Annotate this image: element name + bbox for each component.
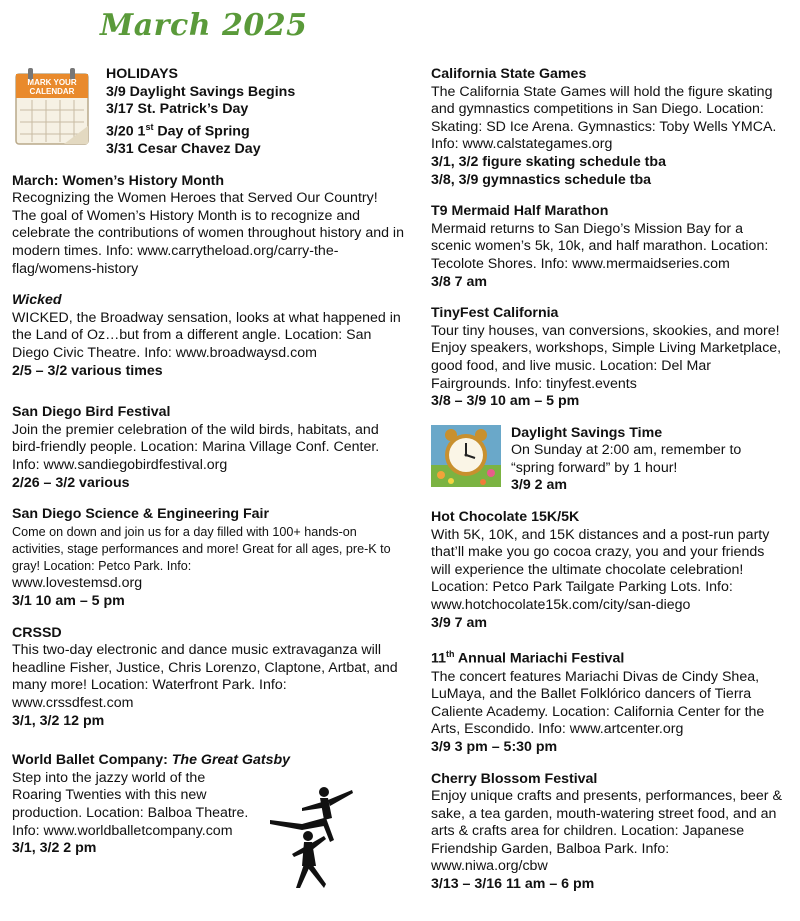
- event-date: 2/5 – 3/2 various times: [12, 362, 163, 379]
- event-title: San Diego Science & Engineering Fair: [12, 506, 270, 523]
- event-title: Hot Chocolate 15K/5K: [431, 509, 580, 526]
- event-title: 11th Annual Mariachi Festival: [431, 649, 625, 667]
- holidays-heading: HOLIDAYS: [106, 66, 179, 82]
- event-date: 3/9 7 am: [431, 614, 488, 631]
- holiday-item: 3/9 Daylight Savings Begins: [106, 83, 296, 100]
- event-body: Enjoy unique crafts and presents, performances, beer & sake, a tea garden, mouth-watering street food, and an arts & crafts area for children. Location: Japanese Friendship Garden, Balboa Park. Info: www.niwa.org/cbw: [431, 788, 782, 875]
- event-body: WICKED, the Broadway sensation, looks at what happened in the Land of Oz…but from a different angle. Location: San Diego Civic Theatre. Info: www.broadwaysd.com: [12, 309, 401, 362]
- event-title-text: World Ballet Company:: [12, 752, 172, 769]
- event-mermaid-marathon: [431, 203, 786, 291]
- ballet-content: [12, 770, 404, 890]
- holidays-section: [12, 66, 404, 159]
- event-link: www.lovestemsd.org: [12, 575, 143, 592]
- event-body: Join the premier celebration of the wild birds, habitats, and bird-friendly people. Location: Marina Village Conf. Center. Info: www.sandiegobirdfestival.org: [12, 421, 380, 474]
- holiday-item: 3/31 Cesar Chavez Day: [106, 141, 261, 158]
- event-title: California State Games: [431, 66, 587, 82]
- event-daylight-savings: [431, 425, 786, 495]
- event-title: Wicked: [12, 292, 62, 309]
- svg-text:MARK YOUR: MARK YOUR: [27, 78, 77, 87]
- event-title: Cherry Blossom Festival: [431, 770, 598, 787]
- event-date: 3/1, 3/2 2 pm: [12, 840, 97, 857]
- event-body: Recognizing the Women Heroes that Served Our Country! The goal of Women’s History Month is to recognize and celebrate the contributions of women throughout history and in modern times. Info: www.carrytheload.org/carry-the-flag/womens-history: [12, 190, 404, 277]
- event-title: CRSSD: [12, 624, 62, 641]
- event-body: Step into the jazzy world of the Roaring Twenties with this new production. Location: Balboa Theatre. Info: www.worldballetcompany.com: [12, 769, 249, 839]
- event-science-fair: [12, 506, 404, 610]
- event-title: March: Women’s History Month: [12, 172, 225, 189]
- event-title: Daylight Savings Time: [511, 424, 663, 441]
- holiday-item: 3/20 1st Day of Spring: [106, 121, 250, 140]
- event-body: This two-day electronic and dance music extravaganza will headline Fisher, Justice, Chris Lorenzo, Claptone, Artbat, and many more! Location: Waterfront Park. Info: www.crssdfest.com: [12, 642, 398, 711]
- holiday-item: 3/17 St. Patrick’s Day: [106, 101, 249, 118]
- event-body: Come on down and join us for a day filled with 100+ hands-on activities, stage performances and more! Great for all ages, pre-K to gray! Location: Petco Park. Info:: [12, 524, 391, 574]
- event-date: 3/1, 3/2 12 pm: [12, 712, 105, 729]
- event-tinyfest: [431, 305, 786, 411]
- event-mariachi-festival: [431, 646, 786, 756]
- event-body: Tour tiny houses, van conversions, skookies, and more! Enjoy speakers, workshops, Simple Living Marketplace, good food, and live music. Location: Del Mar Fairgrounds. Info: tinyfest.events: [431, 322, 782, 392]
- calendar-icon: [12, 66, 94, 148]
- ballet-text: [12, 770, 256, 890]
- event-title: T9 Mermaid Half Marathon: [431, 203, 609, 220]
- event-body: With 5K, 10K, and 15K distances and a post-run party that’ll make you go cocoa crazy, you and your friends will experience the ultimate chocolate celebration! Location: Petco Park Tailgate Parking Lots. Info: www.hotchocolate15k.com/city/san-diego: [431, 526, 770, 614]
- event-body: The California State Games will hold the figure skating and gymnastics competitions in San Diego. Location: Skating: SD Ice Arena. Gymnastics: Toby Wells YMCA. Info: www.calstategames.org: [431, 83, 777, 153]
- event-date: 3/8 – 3/9 10 am – 5 pm: [431, 393, 580, 410]
- event-date: 3/9 2 am: [511, 477, 568, 494]
- event-cherry-blossom: [431, 771, 786, 894]
- left-column: [12, 66, 404, 904]
- event-crssd: [12, 625, 404, 731]
- event-date: 3/9 3 pm – 5:30 pm: [431, 738, 558, 755]
- event-body: The concert features Mariachi Divas de Cindy Shea, LuMaya, and the Ballet Folklórico dancers of Tierra Caliente Academy. Location: California Center for the Arts, Escondido. Info: www.artcenter.org: [431, 668, 765, 738]
- event-title: TinyFest California: [431, 305, 559, 322]
- svg-text:CALENDAR: CALENDAR: [29, 87, 75, 96]
- dst-text: [511, 425, 786, 495]
- event-date: 3/8 7 am: [431, 273, 488, 290]
- event-date: 2/26 – 3/2 various: [12, 474, 130, 491]
- dancers-silhouette-icon: [262, 784, 356, 890]
- event-state-games: [431, 66, 786, 189]
- event-hot-chocolate: [431, 509, 786, 632]
- alarm-clock-icon: [431, 425, 501, 487]
- holiday-list: [106, 66, 295, 159]
- event-title-italic: The Great Gatsby: [171, 752, 291, 769]
- event-womens-history: [12, 173, 404, 279]
- event-date: 3/13 – 3/16 11 am – 6 pm: [431, 876, 595, 893]
- event-date: 3/8, 3/9 gymnastics schedule tba: [431, 171, 652, 188]
- event-wicked: [12, 292, 404, 380]
- event-body: Mermaid returns to San Diego’s Mission Bay for a scenic women’s 5k, 10k, and half marathon. Location: Tecolote Shores. Info: www.mermaidseries.com: [431, 220, 769, 272]
- page-title: March 2025: [100, 8, 308, 43]
- event-title: [12, 752, 404, 770]
- event-date: 3/1 10 am – 5 pm: [12, 593, 125, 609]
- event-date: 3/1, 3/2 figure skating schedule tba: [431, 153, 666, 170]
- event-world-ballet: [12, 752, 404, 890]
- event-body: On Sunday at 2:00 am, remember to “spring forward” by 1 hour!: [511, 442, 742, 476]
- event-bird-festival: [12, 404, 404, 492]
- event-title: San Diego Bird Festival: [12, 404, 171, 421]
- right-column: [431, 66, 786, 908]
